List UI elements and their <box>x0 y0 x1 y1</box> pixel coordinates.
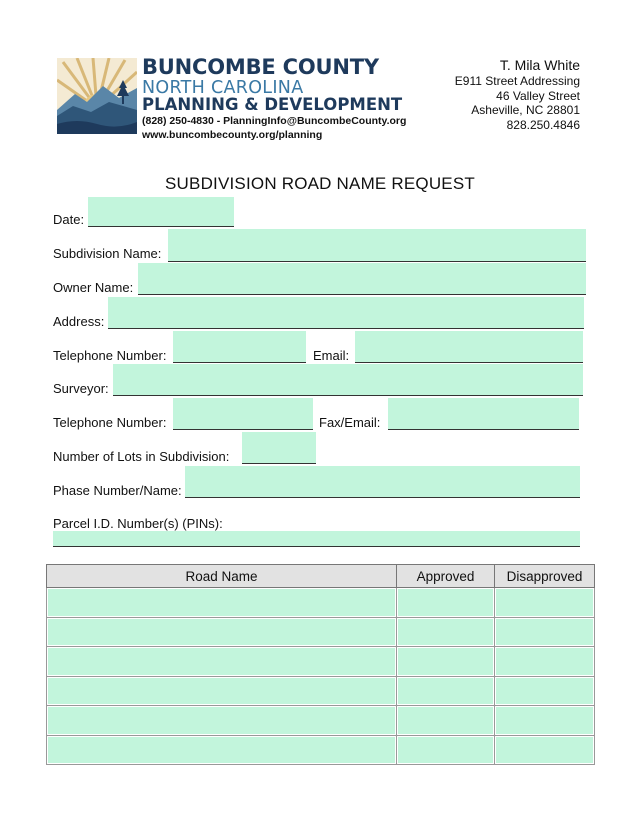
approved-cell[interactable] <box>398 648 493 675</box>
disapproved-cell[interactable] <box>496 707 593 734</box>
disapproved-cell[interactable] <box>496 589 593 616</box>
phase-label: Phase Number/Name: <box>53 483 182 498</box>
approved-cell[interactable] <box>398 707 493 734</box>
table-row <box>47 735 595 765</box>
contact-city: Asheville, NC 28801 <box>471 103 580 117</box>
fax-email-field[interactable] <box>388 398 579 430</box>
approved-cell[interactable] <box>398 589 493 616</box>
surveyor-field[interactable] <box>113 364 583 396</box>
logo-title: BUNCOMBE COUNTY <box>142 55 379 79</box>
table-row <box>47 617 595 647</box>
county-logo-icon <box>57 58 137 134</box>
contact-street: 46 Valley Street <box>496 89 580 103</box>
contact-office: E911 Street Addressing <box>454 74 580 88</box>
owner-label: Owner Name: <box>53 280 134 295</box>
road-name-cell[interactable] <box>48 678 395 705</box>
road-name-cell[interactable] <box>48 648 395 675</box>
subdivision-label: Subdivision Name: <box>53 246 162 261</box>
table-header-row <box>47 565 595 588</box>
header-road-name: Road Name <box>47 565 397 588</box>
telephone-field[interactable] <box>173 331 306 363</box>
email-field[interactable] <box>355 331 583 363</box>
header-disapproved: Disapproved <box>495 565 595 588</box>
form-title: SUBDIVISION ROAD NAME REQUEST <box>165 174 475 193</box>
fax-email-label: Fax/Email: <box>319 415 381 430</box>
disapproved-cell[interactable] <box>496 648 593 675</box>
subdivision-name-field[interactable] <box>168 229 586 262</box>
logo-website: www.buncombecounty.org/planning <box>142 129 323 141</box>
approved-cell[interactable] <box>398 619 493 646</box>
disapproved-cell[interactable] <box>496 678 593 705</box>
road-name-table <box>46 564 595 765</box>
header-approved: Approved <box>397 565 495 588</box>
contact-phone: 828.250.4846 <box>506 118 580 132</box>
road-name-cell[interactable] <box>48 589 395 616</box>
approved-cell[interactable] <box>398 678 493 705</box>
lots-field[interactable] <box>242 432 316 464</box>
parcel-label: Parcel I.D. Number(s) (PINs): <box>53 516 223 531</box>
surveyor-telephone-label: Telephone Number: <box>53 415 167 430</box>
table-row <box>47 706 595 736</box>
logo-state: NORTH CAROLINA <box>142 78 304 98</box>
email-label: Email: <box>313 348 350 363</box>
owner-name-field[interactable] <box>138 263 586 295</box>
telephone-label: Telephone Number: <box>53 348 167 363</box>
logo-department: PLANNING & DEVELOPMENT <box>142 95 403 114</box>
date-label: Date: <box>53 212 85 227</box>
lots-label: Number of Lots in Subdivision: <box>53 449 230 464</box>
address-field[interactable] <box>108 297 584 329</box>
road-name-cell[interactable] <box>48 737 395 764</box>
address-label: Address: <box>53 314 105 329</box>
logo-contact: (828) 250-4830 - PlanningInfo@BuncombeCounty.org <box>142 115 407 127</box>
table-row <box>47 676 595 706</box>
surveyor-label: Surveyor: <box>53 381 109 396</box>
date-field[interactable] <box>88 197 234 227</box>
parcel-field[interactable] <box>53 531 580 547</box>
road-name-cell[interactable] <box>48 707 395 734</box>
surveyor-telephone-field[interactable] <box>173 398 313 430</box>
approved-cell[interactable] <box>398 737 493 764</box>
disapproved-cell[interactable] <box>496 737 593 764</box>
road-name-cell[interactable] <box>48 619 395 646</box>
table-row <box>47 588 595 618</box>
table-row <box>47 647 595 677</box>
contact-name: T. Mila White <box>499 57 580 73</box>
phase-field[interactable] <box>185 466 580 498</box>
disapproved-cell[interactable] <box>496 619 593 646</box>
